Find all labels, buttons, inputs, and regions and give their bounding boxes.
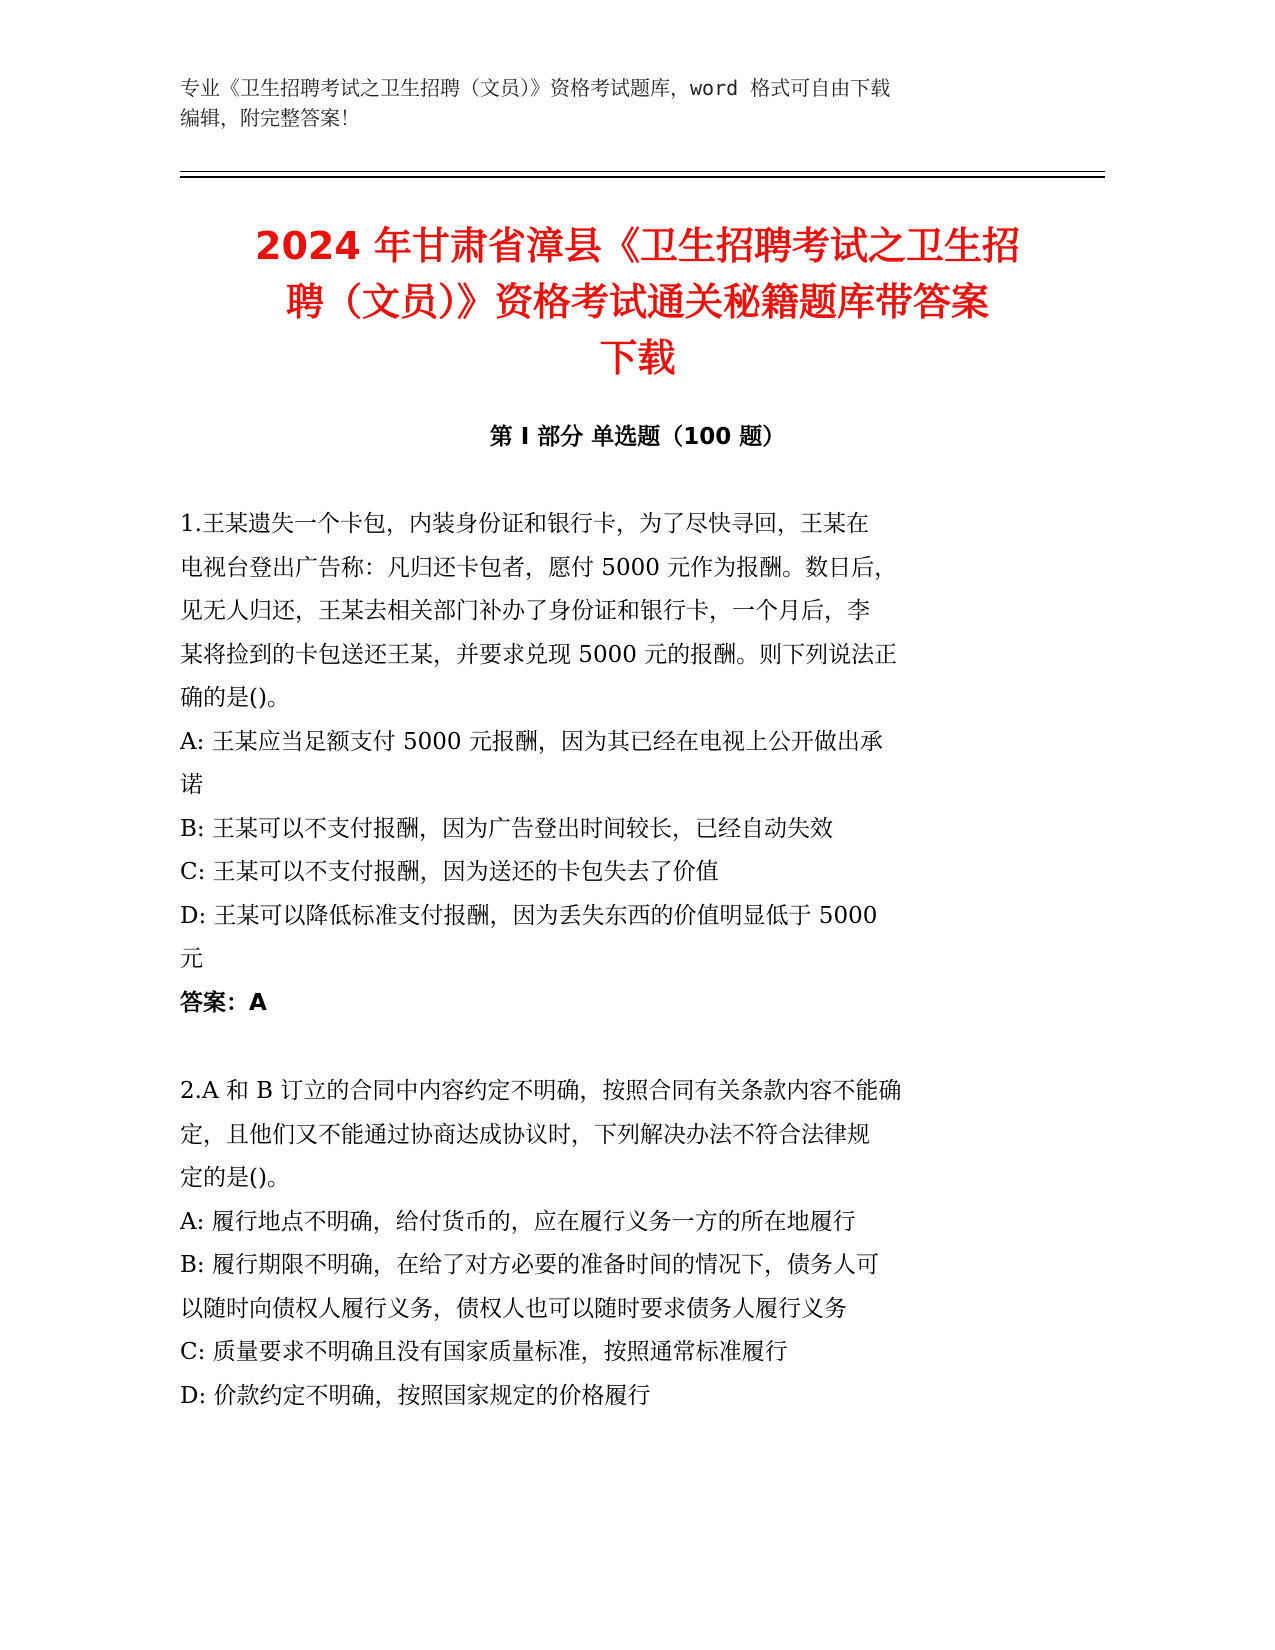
option-d: D: 价款约定不明确，按照国家规定的价格履行 (180, 1382, 651, 1409)
option-a-continued: 诺 (180, 772, 203, 798)
section-heading: 第 I 部分 单选题（100 题） (489, 424, 786, 450)
question-2 (180, 1070, 1040, 1418)
option-d-continued: 元 (180, 946, 203, 972)
option-d: D: 王某可以降低标准支付报酬，因为丢失东西的价值明显低于 5000 (180, 902, 878, 929)
option-b-continued: 以随时向债权人履行义务，债权人也可以随时要求债务人履行义务 (180, 1295, 847, 1322)
question-stem-line: 1.王某遗失一个卡包，内装身份证和银行卡，为了尽快寻回，王某在 (180, 511, 869, 537)
question-stem-line: 见无人归还，王某去相关部门补办了身份证和银行卡，一个月后，李 (180, 598, 870, 624)
option-c: C: 质量要求不明确且没有国家质量标准，按照通常标准履行 (180, 1339, 788, 1365)
title-line: 2024 年甘肃省漳县《卫生招聘考试之卫生招 (255, 224, 1020, 268)
question-stem-line: 定，且他们又不能通过协商达成协议时，下列解决办法不符合法律规 (180, 1121, 870, 1148)
option-b: B: 王某可以不支付报酬，因为广告登出时间较长，已经自动失效 (180, 815, 833, 842)
option-c: C: 王某可以不支付报酬，因为送还的卡包失去了价值 (180, 859, 719, 885)
answer-line: 答案：A (180, 989, 267, 1016)
option-a: A: 履行地点不明确，给付货币的，应在履行义务一方的所在地履行 (180, 1208, 856, 1235)
title-line: 下载 (599, 336, 676, 380)
option-b: B: 履行期限不明确，在给了对方必要的准备时间的情况下，债务人可 (180, 1252, 879, 1278)
header-divider (180, 171, 1105, 172)
header-note (180, 73, 1060, 133)
question-stem-line: 某将捡到的卡包送还王某，并要求兑现 5000 元的报酬。则下列说法正 (180, 641, 898, 668)
title-line: 聘（文员）》资格考试通关秘籍题库带答案 (285, 280, 989, 324)
question-stem-line: 2.A 和 B 订立的合同中内容约定不明确，按照合同有关条款内容不能确 (180, 1078, 902, 1104)
question-stem-line: 电视台登出广告称：凡归还卡包者，愿付 5000 元作为报酬。数日后， (180, 554, 898, 581)
header-note-line: 专业《卫生招聘考试之卫生招聘（文员）》资格考试题库，word 格式可自由下载 (180, 76, 891, 100)
document-title (150, 218, 1125, 386)
header-note-line: 编辑，附完整答案！ (180, 106, 360, 130)
option-a: A: 王某应当足额支付 5000 元报酬，因为其已经在电视上公开做出承 (180, 728, 883, 755)
question-stem-line: 定的是()。 (180, 1165, 290, 1191)
header-divider-thick (180, 176, 1105, 178)
question-1 (180, 503, 1040, 1025)
question-stem-line: 确的是()。 (180, 685, 290, 711)
